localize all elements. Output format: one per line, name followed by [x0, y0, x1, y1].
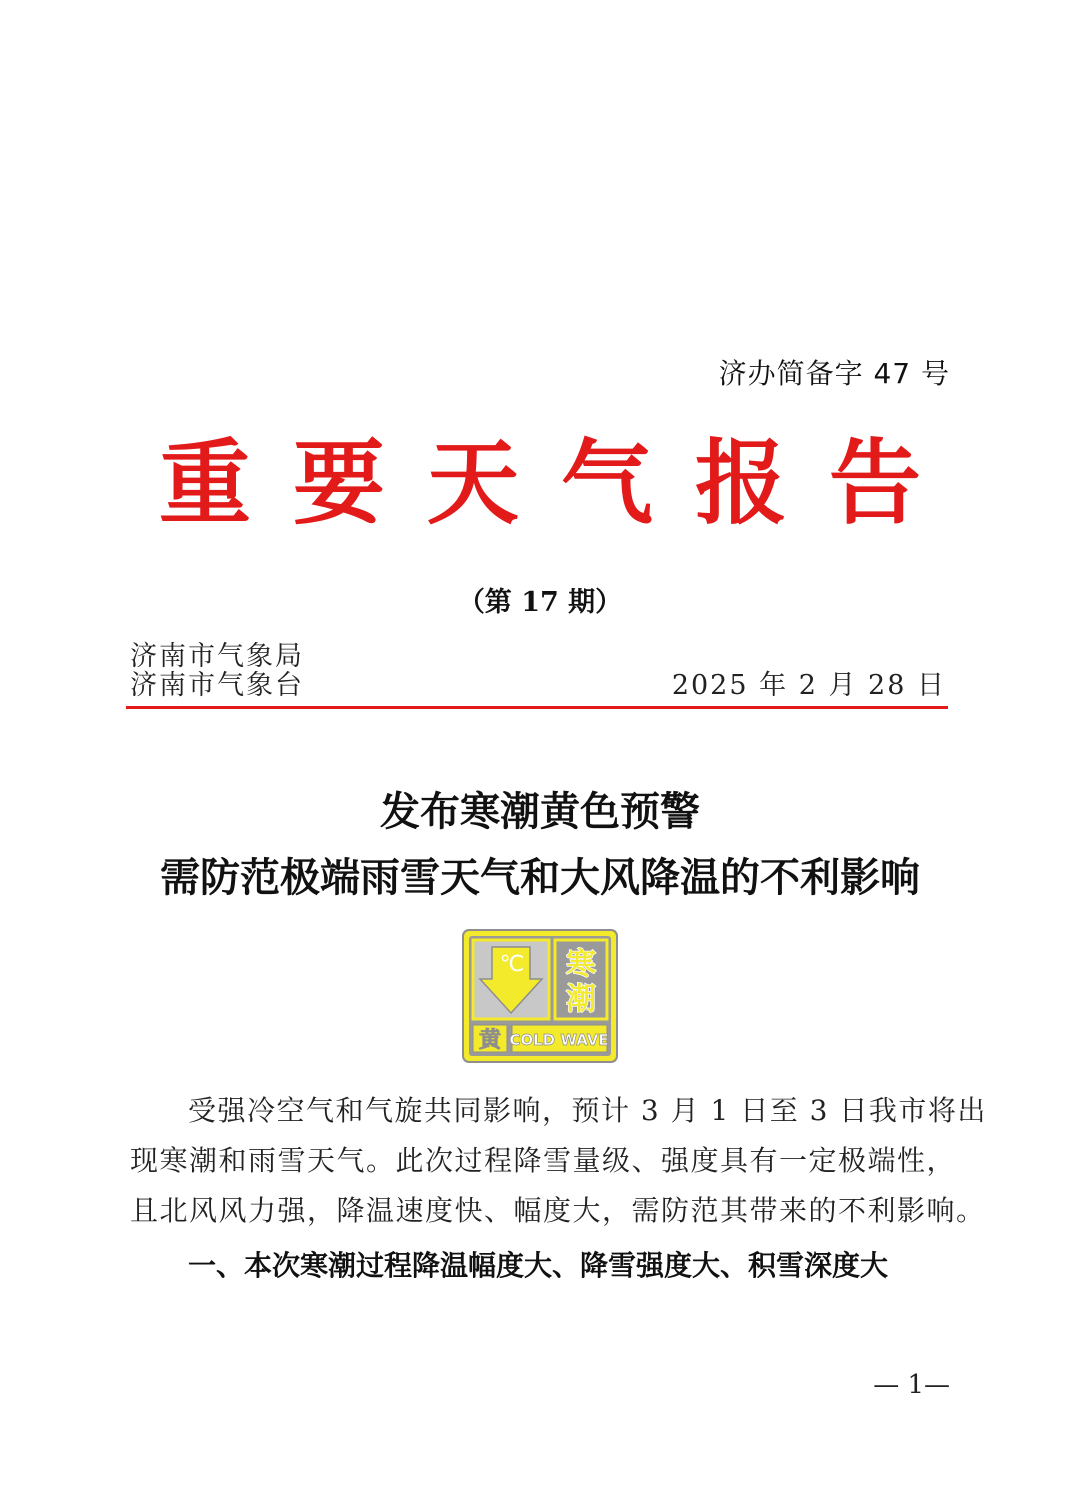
page-number: — 1—	[873, 1370, 950, 1400]
issuer-observatory: 济南市气象台	[130, 670, 304, 701]
red-divider	[126, 706, 948, 709]
paragraph-line-2: 现寒潮和雨雪天气。此次过程降雪量级、强度具有一定极端性，	[130, 1144, 957, 1177]
sign-char-wave: 潮	[566, 982, 596, 1017]
paragraph-line-1: 受强冷空气和气旋共同影响，预计 3 月 1 日至 3 日我市将出	[188, 1094, 987, 1127]
issuer-bureau: 济南市气象局	[130, 641, 304, 672]
warning-sign-graphic	[462, 929, 618, 1063]
headline-line-1: 发布寒潮黄色预警	[380, 788, 700, 835]
section-heading: 一、本次寒潮过程降温幅度大、降雪强度大、积雪深度大	[188, 1249, 889, 1282]
masthead-title: 重要天气报告	[158, 429, 963, 537]
document-number: 济办简备字 47 号	[718, 357, 950, 390]
body-paragraph	[130, 1086, 987, 1246]
headline-line-2: 需防范极端雨雪天气和大风降温的不利影响	[160, 854, 920, 901]
report-date: 2025 年 2 月 28 日	[671, 670, 946, 701]
sign-char-cold: 寒	[566, 947, 596, 982]
paragraph-line-3: 且北风风力强，降温速度快、幅度大，需防范其带来的不利影响。	[130, 1194, 986, 1227]
cold-wave-yellow-warning-icon	[462, 929, 618, 1063]
celsius-symbol: ℃	[499, 952, 525, 977]
issue-number: （第 17 期）	[457, 587, 623, 618]
sign-level-char: 黄	[478, 1028, 502, 1053]
sign-english-label: COLD WAVE	[509, 1031, 609, 1049]
